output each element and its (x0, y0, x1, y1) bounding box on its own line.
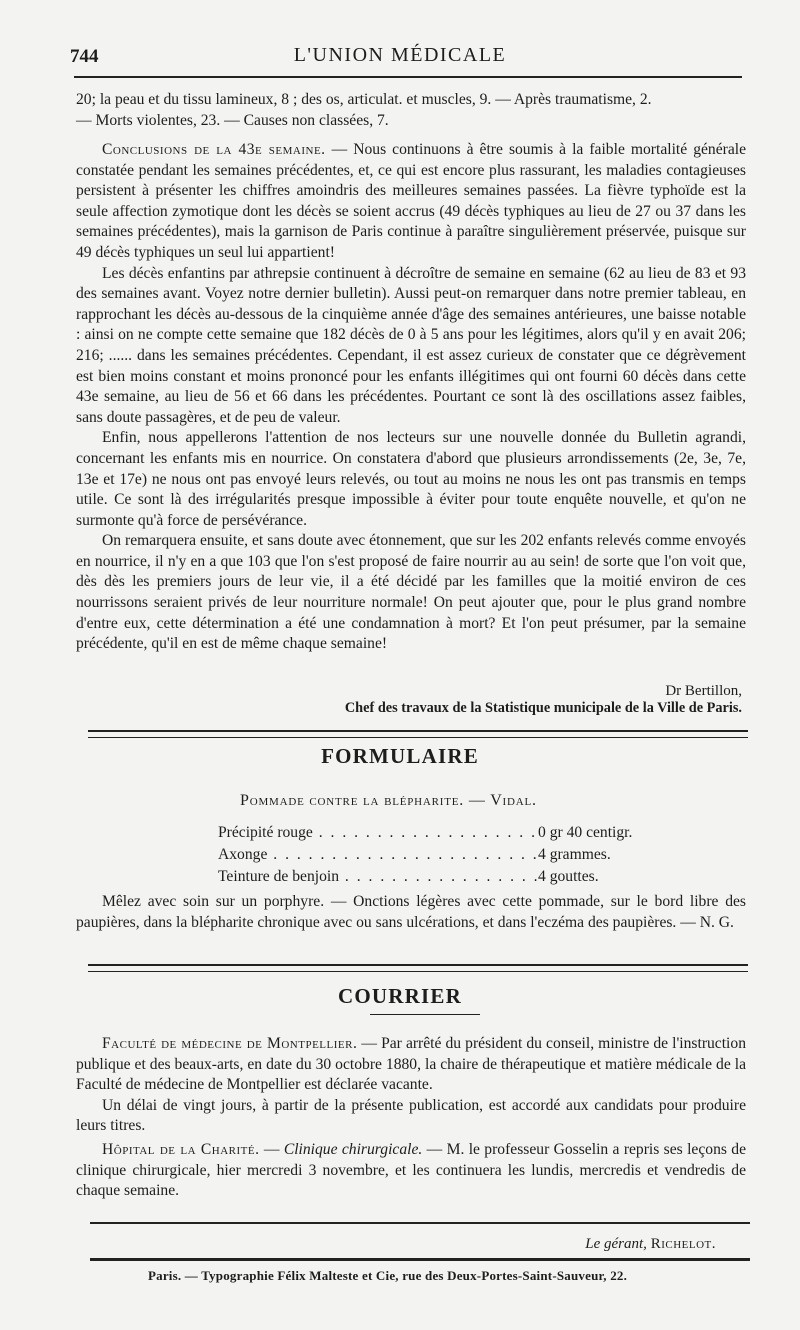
formulaire-heading: FORMULAIRE (321, 744, 479, 768)
page-number: 744 (70, 46, 99, 67)
conclusions-section (76, 140, 746, 655)
ingredient-quantity: 4 gouttes. (538, 868, 599, 885)
signature-title: Chef des travaux de la Statistique municipale de la Ville de Paris. (344, 700, 742, 716)
ingredient-name: Axonge . . . (218, 846, 538, 864)
intro-text (76, 90, 746, 131)
montpellier-deadline: Un délai de vingt jours, à partir de la présente publication, est accordé aux candidats pour produire leurs titres. (76, 1096, 746, 1135)
signature-name: Dr Bertillon, (665, 683, 742, 699)
gerant-line (585, 1236, 716, 1253)
instructions-text: Mêlez avec soin sur un porphyre. — Onctions légères avec cette pommade, sur le bord libre des paupières, dans la blépharite chronique avec ou sans ulcérations, et dans l'eczéma des paupières. — N. G. (76, 893, 746, 931)
printer-imprint: Paris. — Typographie Félix Malteste et Cie, rue des Deux-Portes-Saint-Sauveur, 22. (148, 1268, 628, 1283)
conclusions-paragraph-4: On remarquera ensuite, et sans doute avec étonnement, que sur les 202 enfants relevés comme envoyés en nourrice, il n'y en a que 103 que l'on s'est proposé de faire nourrir au au sein! de sorte que l'on voit que, dès dès les premiers jours de leur vie, il a été décidé par les familles que la moitié environ de ces nourrissons seraient privés de leur nourriture normale! On peut ajouter que, pour le plus grand nombre d'entre eux, cette détermination a été une condamnation à mort? Et l'on peut présumer, par la semaine précédente, qu'il en est de même chaque semaine! (76, 532, 746, 653)
formulaire-top-rule (88, 730, 748, 738)
conclusions-paragraph-1 (76, 140, 746, 264)
charite-subtitle: Clinique chirurgicale. (283, 1141, 423, 1158)
conclusions-paragraph-2: Les décès enfantins par athrepsie continuent à décroître de semaine en semaine (62 au lieu de 83 et 93 des semaines avant. Voyez notre dernier bulletin). Aussi peut-on remarquer dans notre premier tableau, en rapprochant les décès au-dessous de la cinquième année d'âge des semaines antérieures, une baisse notable : ainsi on ne compte cette semaine que 182 décès de 0 à 5 ans pour les légitimes, alors qu'il y en avait 206; 216; ...... dans les semaines précédentes. Cependant, il est assez curieux de constater que ce dégrèvement est bien moins constant et moins prononcé pour les enfants illégitimes qui ont fourni 60 décès dans cette 43e semaine, au lieu de 56 et 66 dans les précédentes. Pourtant ce sont là des oscillations assez faibles, sans doute passagères, et de peu de valeur. (76, 264, 746, 426)
charite-text: — M. le professeur Gosselin a repris ses leçons de clinique chirurgicale, hier mercredi 3 novembre, et les continuera les lundis, mercredis et vendredis de chaque semaine. (76, 1141, 746, 1200)
courrier-item-charite (76, 1140, 746, 1202)
charite-paragraph: Hôpital de la Charité. — Clinique chirurgicale. — M. le professeur Gosselin a repris ses leçons de clinique chirurgicale, hier mercredi 3 novembre, et les continuera les lundis, mercredis et vendredis de chaque semaine. (76, 1141, 746, 1200)
header-rule (74, 76, 742, 78)
ingredient-quantity: 4 grammes. (538, 846, 611, 863)
ingredient-row (218, 868, 658, 890)
gerant-label: Le gérant, (585, 1236, 647, 1252)
recipe-title: Pommade contre la blépharite. — Vidal. (240, 792, 537, 809)
montpellier-text: — Par arrêté du président du conseil, ministre de l'instruction publique et des beaux-arts, en date du 30 octobre 1880, la chaire de thérapeutique et matière médicale de la Faculté de médecine de Montpellier est déclarée vacante. (76, 1035, 746, 1094)
ingredient-quantity: 0 gr 40 centigr. (538, 824, 633, 841)
intro-line-1: 20; la peau et du tissu lamineux, 8 ; des os, articulat. et muscles, 9. — Après traumatisme, 2. (76, 91, 652, 108)
courrier-item-montpellier (76, 1034, 746, 1137)
courrier-underline (370, 1014, 480, 1015)
ingredient-row (218, 846, 658, 868)
ingredient-name: Teinture de benjoin . . . (218, 868, 538, 886)
gerant-name: Richelot. (650, 1236, 716, 1252)
formulaire-instructions (76, 892, 746, 933)
ingredient-row (218, 824, 658, 846)
conclusions-paragraph-3: Enfin, nous appellerons l'attention de nos lecteurs sur une nouvelle donnée du Bulletin agrandi, concernant les enfants mis en nourrice. On constatera d'abord que plusieurs arrondissements (2e, 3e, 7e, 13e et 17e) ne nous ont pas envoyé leurs relevés, ou tout au moins ne nous les ont pas transmis en temps utile. Ce sont là des irrégularités presque impossible à éviter pour toute enquête nouvelle, et qu'on ne surmonte qu'à force de persévérance. (76, 429, 746, 529)
footer-rule (90, 1222, 750, 1224)
running-title: L'UNION MÉDICALE (293, 44, 507, 66)
montpellier-paragraph (76, 1034, 746, 1096)
charite-title: Hôpital de la Charité. (102, 1141, 260, 1158)
courrier-top-rule (88, 964, 748, 972)
footer-thick-rule (90, 1258, 750, 1261)
conclusions-text-1: — Nous continuons à être soumis à la faible mortalité générale constatée pendant les semaines précédentes, et, ce qui est encore plus rassurant, les maladies contagieuses persistent à présenter les chiffres amoindris des meilleures semaines passées. La fièvre typhoïde est la seule affection zymotique dont les décès se soient accrus (49 décès typhiques au lieu de 27 ou 37 dans les semaines précédentes), mais la garnison de Paris continue à paraître singulièrement préservée, puisque sur 49 décès typhiques un seul lui appartient! (76, 141, 746, 261)
montpellier-title: Faculté de médecine de Montpellier. (102, 1035, 358, 1052)
ingredients-list (218, 824, 658, 890)
intro-line-2: — Morts violentes, 23. — Causes non classées, 7. (76, 111, 389, 129)
courrier-heading: COURRIER (338, 984, 462, 1008)
conclusions-heading: Conclusions de la 43e semaine. (102, 141, 326, 158)
ingredient-name: Précipité rouge . . . (218, 824, 538, 842)
